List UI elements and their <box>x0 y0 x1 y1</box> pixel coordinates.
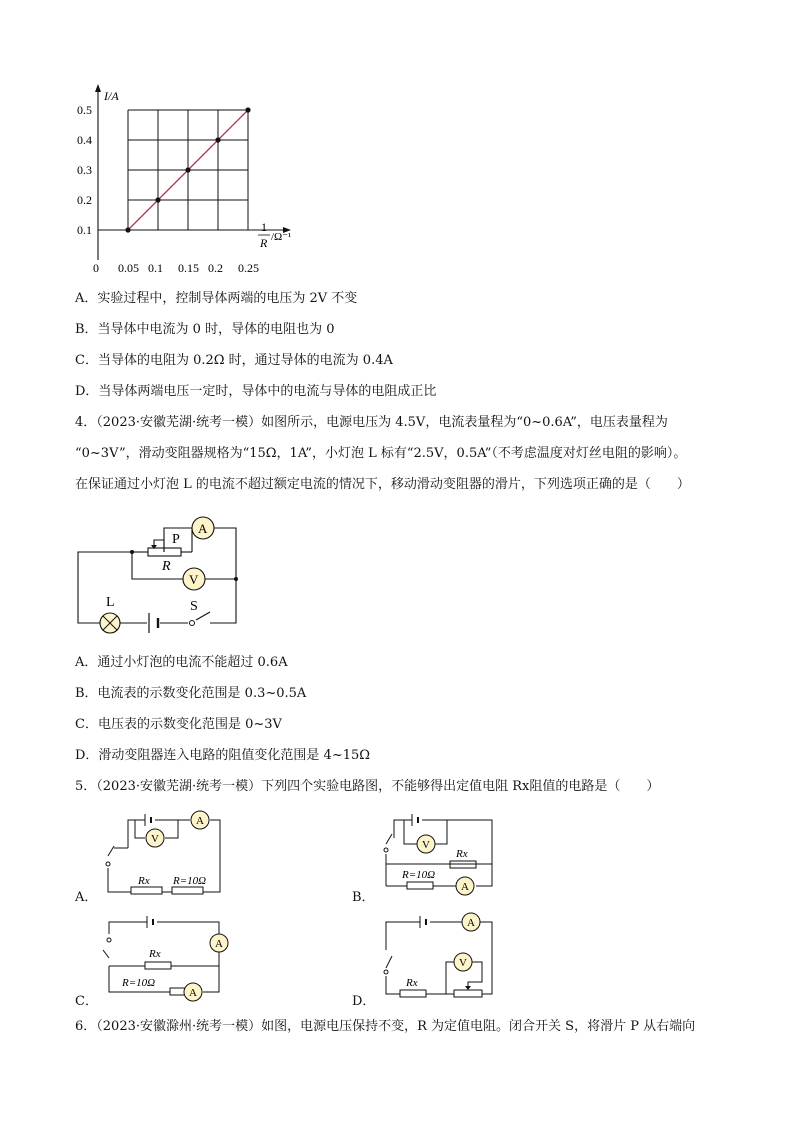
y-tick-label: 0.4 <box>77 133 92 147</box>
q3-option-b: B．当导体中电流为 0 时，导体的电阻也为 0 <box>75 322 335 337</box>
data-point <box>125 227 130 232</box>
svg-text:V: V <box>189 572 199 587</box>
y-tick-label: 0.3 <box>77 163 92 177</box>
svg-text:Rx: Rx <box>138 875 150 887</box>
svg-text:L: L <box>106 595 115 610</box>
q4-stem-line-3: 在保证通过小灯泡 L 的电流不超过额定电流的情况下，移动滑动变阻器的滑片，下列选项正确的是（ ） <box>75 477 690 492</box>
svg-text:Rx: Rx <box>406 977 418 989</box>
svg-text:R=10Ω: R=10Ω <box>402 869 436 881</box>
y-tick-label: 0.1 <box>77 223 92 237</box>
q3-option-c: C．当导体的电阻为 0.2Ω 时，通过导体的电流为 0.4A <box>75 353 393 368</box>
svg-text:V: V <box>459 957 467 969</box>
q3-option-a: A．实验过程中，控制导体两端的电压为 2V 不变 <box>75 291 358 306</box>
svg-text:P: P <box>172 532 180 547</box>
svg-text:V: V <box>422 839 430 851</box>
svg-text:A: A <box>196 815 204 827</box>
svg-text:R=10Ω: R=10Ω <box>122 977 156 989</box>
switch-icon <box>190 621 195 626</box>
q5-circuit-a <box>100 808 230 898</box>
q4-circuit-diagram <box>70 510 260 640</box>
svg-text:R: R <box>162 559 171 574</box>
y-tick-label: 0.2 <box>77 193 92 207</box>
q6-stem: 6．（2023·安徽滁州·统考一模）如图，电源电压保持不变，R 为定值电阻。闭合开关 S，将滑片 P 从右端向 <box>75 1019 696 1034</box>
q5-label-b: B． <box>352 890 375 905</box>
svg-text:A: A <box>461 881 469 893</box>
q4-option-c: C．电压表的示数变化范围是 0~3V <box>75 717 282 732</box>
svg-text:A: A <box>198 521 208 536</box>
data-point <box>215 137 220 142</box>
q5-label-a: A． <box>75 890 98 905</box>
x-label-denominator: R <box>260 236 268 250</box>
svg-text:S: S <box>190 599 198 614</box>
q4-stem-line-2: “0~3V”，滑动变阻器规格为“15Ω，1A”，小灯泡 L 标有“2.5V，0.5A”（不考虑温度对灯丝电阻的影响）。 <box>75 446 687 461</box>
svg-text:Rx: Rx <box>456 848 468 860</box>
q5-circuit-b <box>372 808 502 898</box>
data-point <box>155 197 160 202</box>
q4-option-b: B．电流表的示数变化范围是 0.3~0.5A <box>75 686 307 701</box>
svg-text:A: A <box>215 938 223 950</box>
i-vs-inverse-r-graph <box>77 80 295 280</box>
x-tick-label: 0.05 <box>118 261 139 275</box>
x-label-unit: /Ω⁻¹ <box>271 231 292 243</box>
q5-label-c: C． <box>75 994 98 1009</box>
q5-label-d: D． <box>352 994 376 1009</box>
svg-text:A: A <box>189 987 197 999</box>
q4-stem-line-1: 4．（2023·安徽芜湖·统考一模）如图所示，电源电压为 4.5V，电流表量程为“0~0.6A”，电压表量程为 <box>75 415 668 430</box>
q5-stem: 5．（2023·安徽芜湖·统考一模）下列四个实验电路图，不能够得出定值电阻 Rx阻值的电路是（ ） <box>75 779 660 794</box>
x-tick-label: 0.25 <box>238 261 259 275</box>
x-label-numerator: 1 <box>261 220 267 234</box>
svg-text:V: V <box>151 833 159 845</box>
q4-option-a: A．通过小灯泡的电流不能超过 0.6A <box>75 655 288 670</box>
y-axis-label: I/A <box>104 89 119 103</box>
q5-circuit-d <box>370 910 510 1002</box>
data-point <box>185 167 190 172</box>
svg-text:R=10Ω: R=10Ω <box>173 875 207 887</box>
y-axis-arrow <box>95 84 101 92</box>
svg-text:Rx: Rx <box>149 948 161 960</box>
svg-text:A: A <box>467 917 475 929</box>
q3-option-d: D．当导体两端电压一定时，导体中的电流与导体的电阻成正比 <box>75 384 437 399</box>
q4-option-d: D．滑动变阻器连入电路的阻值变化范围是 4~15Ω <box>75 748 371 763</box>
q5-circuit-c <box>95 910 235 1002</box>
x-tick-label: 0.2 <box>208 261 223 275</box>
x-tick-label: 0.1 <box>148 261 163 275</box>
data-point <box>245 107 250 112</box>
x-tick-label: 0.15 <box>178 261 199 275</box>
origin-label: 0 <box>93 261 99 275</box>
y-tick-label: 0.5 <box>77 103 92 117</box>
